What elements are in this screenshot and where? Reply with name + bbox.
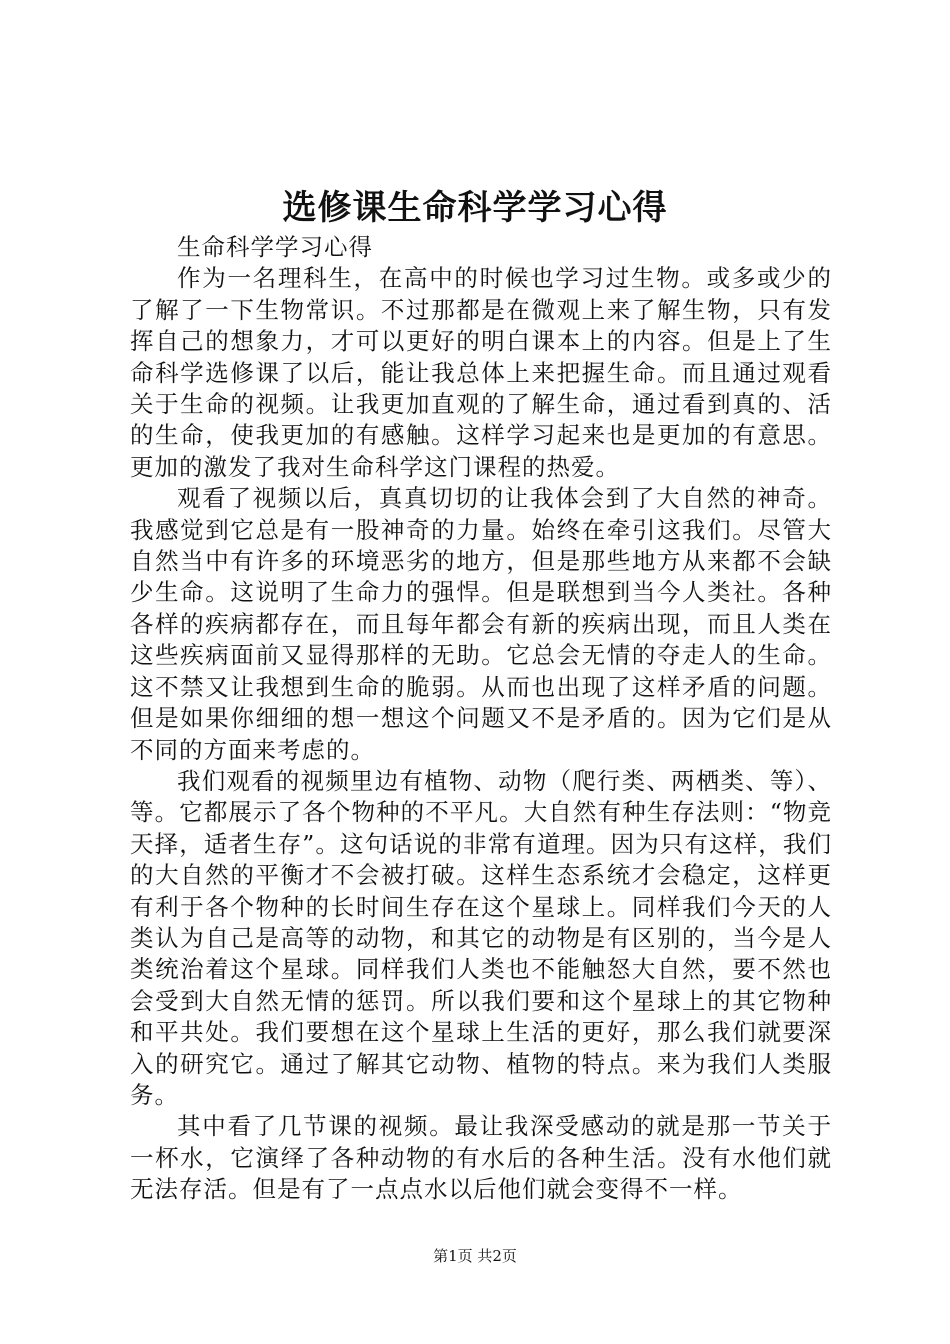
- body-paragraph-2: 观看了视频以后，真真切切的让我体会到了大自然的神奇。我感觉到它总是有一股神奇的力量。始终在牵引这我们。尽管大自然当中有许多的环境恶劣的地方，但是那些地方从来都不会缺少生命。这说明了生命力的强悍。但是联想到当今人类社。各种各样的疾病都存在，而且每年都会有新的疾病出现，而且人类在这些疾病面前又显得那样的无助。它总会无情的夺走人的生命。这不禁又让我想到生命的脆弱。从而也出现了这样矛盾的问题。但是如果你细细的想一想这个问题又不是矛盾的。因为它们是从不同的方面来考虑的。: [130, 484, 832, 764]
- body-paragraph-4: 其中看了几节课的视频。最让我深受感动的就是那一节关于一杯水，它演绎了各种动物的有水后的各种生活。没有水他们就无法存活。但是有了一点点水以后他们就会变得不一样。: [130, 1112, 832, 1204]
- body-paragraph-1: 作为一名理科生，在高中的时候也学习过生物。或多或少的了解了一下生物常识。不过那都是在微观上来了解生物，只有发挥自己的想象力，才可以更好的明白课本上的内容。但是上了生命科学选修课了以后，能让我总体上来把握生命。而且通过观看关于生命的视频。让我更加直观的了解生命，通过看到真的、活的生命，使我更加的有感触。这样学习起来也是更加的有意思。更加的激发了我对生命科学这门课程的热爱。: [130, 264, 832, 481]
- document-subtitle: 生命科学学习心得: [177, 233, 373, 261]
- document-body: [130, 232, 832, 1206]
- body-paragraph-3: 我们观看的视频里边有植物、动物（爬行类、两栖类、等）、等。它都展示了各个物种的不平凡。大自然有种生存法则：“物竞天择，适者生存”。这句话说的非常有道理。因为只有这样，我们的大自然的平衡才不会被打破。这样生态系统才会稳定，这样更有利于各个物种的长时间生存在这个星球上。同样我们今天的人类认为自己是高等的动物，和其它的动物是有区别的，当今是人类统治着这个星球。同样我们人类也不能触怒大自然，要不然也会受到大自然无情的惩罚。所以我们要和这个星球上的其它物种和平共处。我们要想在这个星球上生活的更好，那么我们就要深入的研究它。通过了解其它动物、植物的特点。来为我们人类服务。: [130, 766, 832, 1109]
- page-footer: [0, 1246, 950, 1266]
- page-number-indicator: 第1页 共2页: [433, 1247, 517, 1265]
- document-title: 选修课生命科学学习心得: [282, 188, 668, 228]
